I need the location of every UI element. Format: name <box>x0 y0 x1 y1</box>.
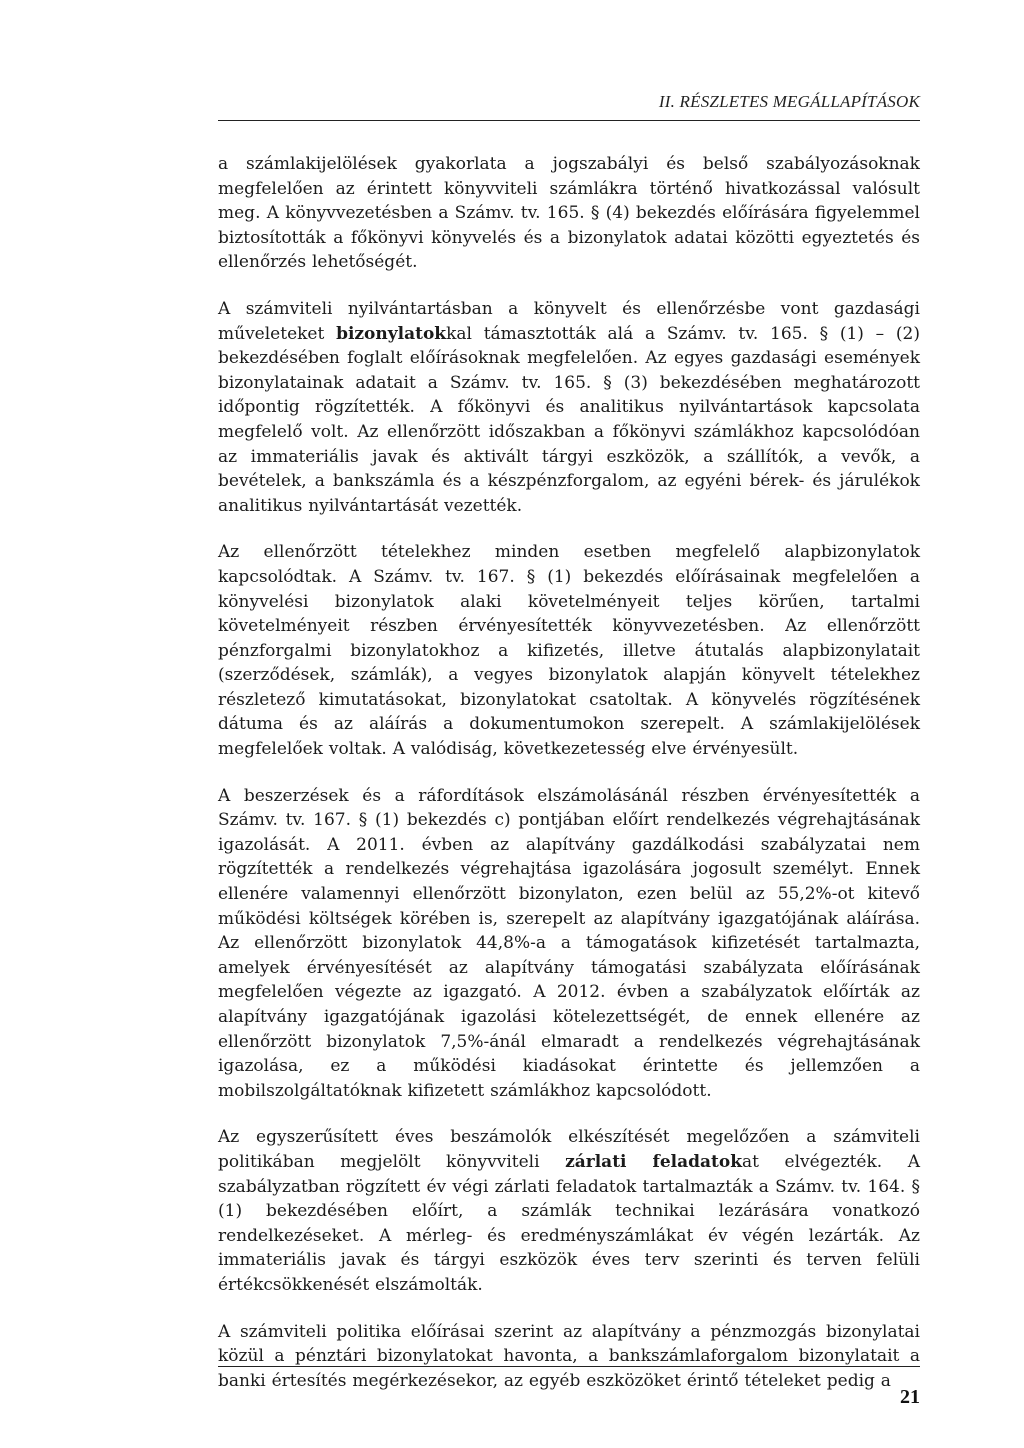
paragraph-text: Az egyszerűsített éves beszámolók elkészítését megelőzően a számviteli politikában megjelölt könyvviteli <box>218 1127 920 1172</box>
paragraph-records-documents <box>218 297 920 518</box>
paragraph-text: A beszerzések és a ráfordítások elszámolásánál részben érvényesítették a Számv. tv. 167. § (1) bekezdés c) pontjában előírt rendelkezés végrehajtásának igazolását. A 2011. évben az alapítvány gazdálkodási szabályzatai nem rögzítették a rendelkezés végrehajtása igazolására jogosult személyt. Ennek ellenére valamennyi ellenőrzött bizonylaton, ezen belül az 55,2%-ot kitevő működési költségek körében is, szerepelt az alapítvány igazgatójának aláírása. Az ellenőrzött bizonylatok 44,8%-a a támogatások kifizetését tartalmazta, amelyek érvényesítését az alapítvány támogatási szabályzata előírásának megfelelően végezte az igazgató. A 2012. évben a szabályzatok előírták az alapítvány igazgatójának igazolási kötelezettségét, de ennek ellenére az ellenőrzött bizonylatok 7,5%-ánál elmaradt a rendelkezés végrehajtásának igazolása, ez a működési kiadásokat érintette és jellemzően a mobilszolgáltatóknak kifizetett számlákhoz kapcsolódott. <box>218 785 920 1101</box>
paragraph-checked-items <box>218 540 920 761</box>
paragraph-text: a számlakijelölések gyakorlata a jogszabályi és belső szabályozásoknak megfelelően az érintett könyvviteli számlákra történő hivatkozással valósult meg. A könyvvezetésben a Számv. tv. 165. § (4) bekezdés előírására figyelemmel biztosították a főkönyvi könyvelés és a bizonylatok adatai közötti egyeztetés és ellenőrzés lehetőségét. <box>218 154 920 273</box>
paragraph-text: A számviteli politika előírásai szerint az alapítvány a pénzmozgás bizonylatai közül a pénztári bizonylatokat havonta, a bankszámlaforgalom bizonylatait a banki értesítés megérkezésekor, az egyéb eszközöket érintő tételeket pedig a <box>218 1321 920 1391</box>
paragraph-text: Az ellenőrzött tételekhez minden esetben megfelelő alapbizonylatok kapcsolódtak. A Számv. tv. 167. § (1) bekezdés előírásainak megfelelően a könyvelési bizonylatok alaki követelményeit teljes körűen, tartalmi követelményeit részben érvényesítették könyvvezetésben. Az ellenőrzött pénzforgalmi bizonylatokhoz a kifizetés, illetve átutalás alapbizonylatait (szerződések, számlák), a vegyes bizonylatok alapján könyvelt tételekhez részletező kimutatásokat, bizonylatokat csatoltak. A könyvelés rögzítésének dátuma és az aláírás a dokumentumokon szerepelt. A számlakijelölések megfelelőek voltak. A valódiság, következetesség elve érvényesült. <box>218 542 920 760</box>
paragraph-text: at elvégezték. A szabályzatban rögzített év végi zárlati feladatok tartalmazták a Számv. tv. 164. § (1) bekezdésében előírt, a számlák technikai lezárására vonatkozó rendelkezéseket. A mérleg- és eredményszámlákat év végén lezárták. Az immateriális javak és tárgyi eszközök éves terv szerinti és terven felüli értékcsökkenését elszámolták. <box>218 1151 920 1295</box>
paragraph-closing-tasks <box>218 1125 920 1297</box>
emphasis-term: zárlati feladatok <box>565 1151 743 1172</box>
running-header: II. RÉSZLETES MEGÁLLAPÍTÁSOK <box>658 92 920 111</box>
paragraph-procurement <box>218 784 920 1104</box>
paragraph-account-designation <box>218 152 920 275</box>
paragraph-text: A számviteli nyilvántartásban a könyvelt és ellenőrzésbe vont gazdasági műveleteket <box>218 298 920 344</box>
paragraph-accounting-policy <box>218 1320 920 1394</box>
main-text <box>218 152 920 1415</box>
footer-divider <box>218 1366 920 1367</box>
emphasis-term: bizonylatok <box>336 323 447 344</box>
header-divider <box>218 120 920 121</box>
paragraph-text: kal támasztották alá a Számv. tv. 165. § (1) – (2) bekezdésében foglalt előírásoknak megfelelően. Az egyes gazdasági események bizonylatainak adatait a Számv. tv. 165. § (3) bekezdésében meghatározott időpontig rögzítették. A főkönyvi és analitikus nyilvántartások kapcsolata megfelelő volt. Az ellenőrzött időszakban a főkönyvi számlákhoz kapcsolódóan az immateriális javak és aktivált tárgyi eszközök, a szállítók, a vevők, a bevételek, a bankszámla és a készpénzforgalom, az egyéni bérek- és járulékok analitikus nyilvántartását vezették. <box>218 323 920 516</box>
page-number: 21 <box>900 1386 920 1408</box>
